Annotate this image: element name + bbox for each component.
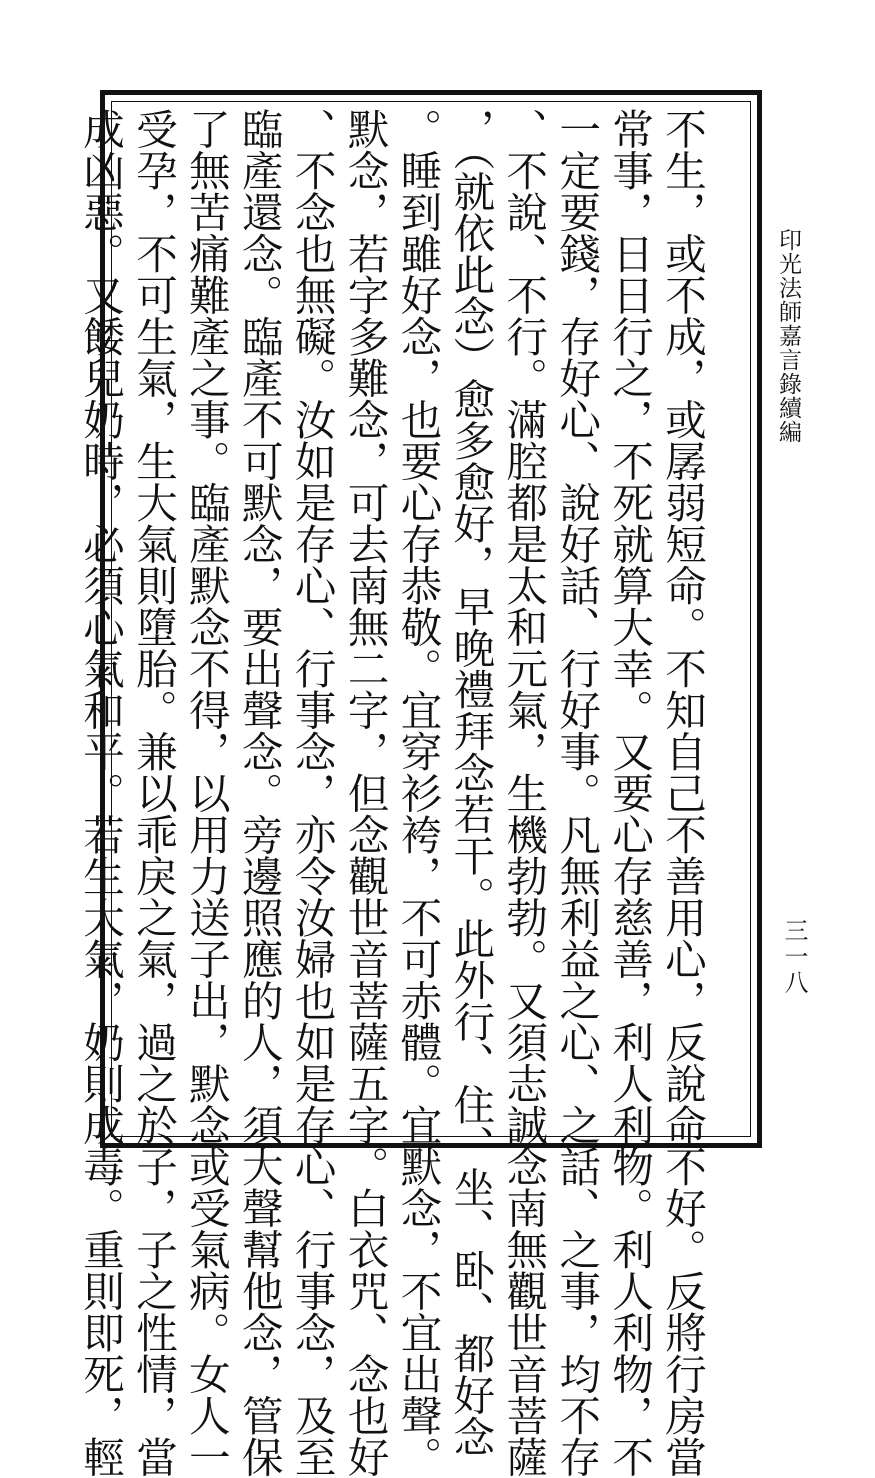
text-column: 默念，若字多難念，可去南無二字，但念觀世音菩薩五字。白衣咒、念也好 xyxy=(340,108,390,1478)
main-text xyxy=(76,108,708,1478)
text-column: 受孕，不可生氣，生大氣則墮胎。兼以乖戾之氣，過之於子，子之性情，當 xyxy=(128,108,178,1478)
text-column: 、不念也無礙。汝如是存心、行事念，亦令汝婦也如是存心、行事念，及至 xyxy=(287,108,337,1478)
page-number: 三一八 xyxy=(780,918,808,996)
text-column: 一定要錢，存好心、說好話、行好事。凡無利益之心、之話、之事，均不存 xyxy=(552,108,602,1478)
text-column: 不生，或不成，或孱弱短命。不知自己不善用心，反說命不好。反將行房當 xyxy=(658,108,707,1478)
text-column: 了無苦痛難產之事。臨產默念不得，以用力送子出，默念或受氣病。女人一 xyxy=(181,108,231,1478)
text-column: 臨產還念。臨產不可默念，要出聲念。旁邊照應的人，須大聲幫他念，管保 xyxy=(234,108,284,1478)
text-column: 、不說、不行。滿腔都是太和元氣，生機勃勃。又須志誠念南無觀世音菩薩 xyxy=(499,108,549,1478)
text-column: 。睡到雖好念，也要心存恭敬。宜穿衫袴，不可赤體。宜默念，不宜出聲。 xyxy=(393,108,443,1478)
text-column: 成凶惡。又餧兒奶時，必須心氣和平。若生大氣，奶則成毒。重則即死，輕 xyxy=(76,108,126,1478)
text-column: 常事，日日行之，不死就算大幸。又要心存慈善，利人利物。利人利物，不 xyxy=(605,108,655,1478)
book-title: 印光法師嘉言錄續編 xyxy=(775,228,801,444)
text-column: ，（就依此念）愈多愈好，早晚禮拜念若干。此外行、住、坐、卧、都好念 xyxy=(446,108,496,1457)
